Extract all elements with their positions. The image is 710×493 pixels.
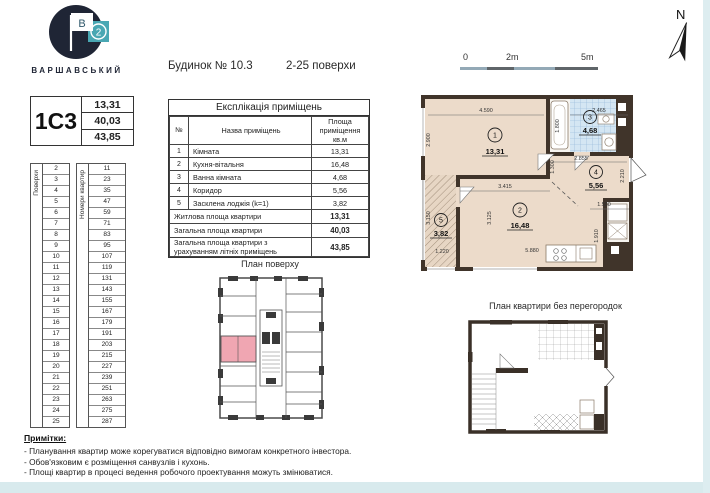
notes-title: Примітки: [24, 433, 67, 443]
apartment-number-cell: 155 [89, 296, 125, 307]
floor-number-cell: 11 [43, 263, 69, 274]
apartment-plan [418, 90, 648, 278]
floor-number-cell: 10 [43, 252, 69, 263]
floors-column [30, 163, 70, 428]
room-no-cell: 5 [170, 197, 189, 210]
room-number: 5 [439, 217, 443, 225]
open-plan [462, 316, 622, 438]
apartment-number-cell: 239 [89, 373, 125, 384]
floor-number-cell: 19 [43, 351, 69, 362]
apartment-number-cell: 95 [89, 241, 125, 252]
col-header-no: № [170, 117, 189, 145]
col-header-area: Площа приміщення кв.м [312, 117, 369, 145]
logo-badge-number: 2 [95, 27, 102, 39]
open-plan-tiles [538, 324, 594, 360]
summary-area-cell: 40,03 [312, 224, 369, 238]
apartment-number-cell: 59 [89, 208, 125, 219]
col-header-name: Назва приміщень [189, 117, 312, 145]
room-no-cell: 1 [170, 145, 189, 158]
room-name-cell: Кімната [189, 145, 312, 158]
building-core [260, 310, 282, 386]
dim-label: 2.210 [620, 169, 626, 183]
apartment-number-cell: 107 [89, 252, 125, 263]
logo [45, 2, 111, 71]
apartment-number-cell: 203 [89, 340, 125, 351]
open-plan-wall-stub [496, 368, 528, 373]
scale-label-0: 0 [463, 52, 469, 62]
floor-number-cell: 7 [43, 219, 69, 230]
elevator-shaft [262, 332, 270, 344]
dim-label: 1.500 [597, 202, 611, 208]
room-area: 5,56 [588, 181, 604, 190]
washing-machine [602, 134, 616, 150]
north-arrow [662, 4, 702, 66]
apartment-number-cell: 179 [89, 318, 125, 329]
apartment-type: 1С3 [31, 97, 82, 145]
apartment-areas [82, 97, 133, 145]
apartment-number-cell: 143 [89, 285, 125, 296]
dim-label: 1.300 [550, 160, 556, 174]
apartment-number-cell: 71 [89, 219, 125, 230]
floor-number-cell: 6 [43, 208, 69, 219]
apartment-number-cell: 23 [89, 175, 125, 186]
room-name-cell: Засклена лоджія (k=1) [189, 197, 312, 210]
room-no-cell: 2 [170, 158, 189, 171]
explication-row [170, 184, 369, 197]
explication-row [170, 171, 369, 184]
room-area-cell: 3,82 [312, 197, 369, 210]
apartments-column [76, 163, 126, 428]
room-area: 16,48 [510, 221, 530, 230]
room-no-cell: 3 [170, 171, 189, 184]
room-area: 3,82 [433, 229, 449, 238]
apartment-number-cell: 35 [89, 186, 125, 197]
logo-flag-letter: В [78, 18, 86, 30]
apartment-number-cell: 83 [89, 230, 125, 241]
explication-row [170, 197, 369, 210]
note-item: - Обов'язковим є розміщення санвузлів і кухонь. [24, 456, 210, 467]
room-area-cell: 13,31 [312, 145, 369, 158]
note-item: - Площі квартир в процесі ведення робочого проектування можуть змінюватися. [24, 467, 333, 477]
floor-plan-title: План поверху [241, 259, 299, 269]
apartment-number-cell: 167 [89, 307, 125, 318]
floor-number-cell: 5 [43, 197, 69, 208]
dim-label: 3.125 [487, 211, 493, 225]
summary-area-cell: 43,85 [312, 238, 369, 257]
dim-label: 2.465 [592, 108, 606, 114]
apartment-number-cell: 227 [89, 362, 125, 373]
building-floor-plan [216, 274, 326, 422]
room-number: 3 [588, 114, 592, 122]
notes [24, 433, 444, 478]
floor-number-cell: 16 [43, 318, 69, 329]
floor-number-cell: 23 [43, 395, 69, 406]
scale-bar [460, 52, 600, 74]
explication-title: Експлікація приміщень [169, 100, 369, 116]
apartment-number-cell: 131 [89, 274, 125, 285]
floor-number-cell: 14 [43, 296, 69, 307]
floor-number-cell: 4 [43, 186, 69, 197]
floor-number-cell: 22 [43, 384, 69, 395]
apartment-number-cell: 47 [89, 197, 125, 208]
notes-list [24, 446, 444, 478]
summary-name-cell: Житлова площа квартири [170, 210, 312, 224]
dim-label: 3.150 [426, 211, 432, 225]
dim-label: 5.880 [525, 248, 539, 254]
floor-number-cell: 15 [43, 307, 69, 318]
apartment-numbers [89, 164, 125, 427]
floor-numbers [43, 164, 69, 427]
dim-label: 2.855 [574, 156, 588, 162]
room-name-cell: Ванна кімната [189, 171, 312, 184]
room-area-cell: 5,56 [312, 184, 369, 197]
dim-label: 3.415 [498, 184, 512, 190]
right-edge-strip [703, 0, 710, 493]
room-number: 1 [493, 132, 497, 140]
summary-name-cell: Загальна площа квартири з урахуванням літніх приміщень [170, 238, 312, 257]
floor-number-cell: 12 [43, 274, 69, 285]
apartment-number-cell: 275 [89, 406, 125, 417]
apartments-column-label: Номери квартир [79, 170, 86, 219]
card-area-value: 43,85 [94, 131, 121, 144]
dim-label: 4.590 [479, 108, 493, 114]
card-area-value: 40,03 [82, 113, 133, 129]
apartment-number-cell: 191 [89, 329, 125, 340]
logo-mark [45, 2, 111, 66]
floor-number-cell: 21 [43, 373, 69, 384]
card-area-value: 13,31 [82, 97, 133, 113]
apartments-label-cell [77, 164, 89, 427]
floor-number-cell: 8 [43, 230, 69, 241]
room-area: 13,31 [485, 147, 505, 156]
room-name-cell: Кухня-вітальня [189, 158, 312, 171]
dim-label: 1.800 [555, 119, 561, 133]
apartment-number-cell: 287 [101, 418, 113, 425]
elevator-shaft [272, 332, 280, 344]
floor-number-cell: 2 [43, 164, 69, 175]
explication-summary-row [170, 210, 369, 224]
explication-summary-row [170, 224, 369, 238]
apartment-number-cell: 215 [89, 351, 125, 362]
highlighted-apartment [221, 336, 256, 362]
apartment-number-cell: 11 [89, 164, 125, 175]
kitchen-counter [546, 245, 596, 262]
explication-summary-row [170, 238, 369, 257]
dim-label: 1.220 [435, 249, 449, 255]
room-number: 4 [594, 169, 598, 177]
explication-row [170, 158, 369, 171]
floor-number-cell: 3 [43, 175, 69, 186]
explication-table [168, 99, 370, 258]
floors-range: 2-25 поверхи [286, 60, 356, 72]
scale-bar-line [460, 67, 598, 70]
shaft-bottom [607, 242, 629, 267]
room-name-cell: Коридор [189, 184, 312, 197]
apartment-number-cell: 119 [89, 263, 125, 274]
floor-number-cell: 20 [43, 362, 69, 373]
building-title: Будинок № 10.3 [168, 60, 253, 72]
floors-column-label: Поверхи [33, 170, 40, 196]
scale-label-2m: 2m [506, 52, 519, 62]
room-area-cell: 4,68 [312, 171, 369, 184]
floor-number-cell: 24 [43, 406, 69, 417]
room-number: 2 [518, 207, 522, 215]
floor-number-cell: 9 [43, 241, 69, 252]
summary-name-cell: Загальна площа квартири [170, 224, 312, 238]
apartment-number-cell: 263 [89, 395, 125, 406]
open-plan-title: План квартири без перегородок [489, 301, 622, 311]
room-area: 4,68 [582, 126, 598, 135]
floor-number-cell: 18 [43, 340, 69, 351]
note-item: - Планування квартир може корегуватися відповідно вимогам конкретного інвестора. [24, 446, 352, 456]
floors-label-cell [31, 164, 43, 427]
floor-number-cell: 17 [43, 329, 69, 340]
summary-area-cell: 13,31 [312, 210, 369, 224]
north-label: N [676, 7, 686, 22]
floor-number-cell: 13 [43, 285, 69, 296]
floor-number-cell: 25 [52, 418, 60, 425]
apartment-type-card [30, 96, 134, 146]
open-plan-crosshatch [534, 414, 578, 430]
dim-label: 2.900 [426, 133, 432, 147]
explication-header-row [170, 117, 369, 145]
footer-strip [0, 482, 710, 493]
entrance-door [631, 158, 646, 182]
explication-row [170, 145, 369, 158]
scale-label-5m: 5m [581, 52, 594, 62]
room-area-cell: 16,48 [312, 158, 369, 171]
brand-name: ВАРШАВСЬКИЙ [31, 66, 123, 75]
apartment-number-cell: 251 [89, 384, 125, 395]
room-no-cell: 4 [170, 184, 189, 197]
dim-label: 1.910 [594, 229, 600, 243]
